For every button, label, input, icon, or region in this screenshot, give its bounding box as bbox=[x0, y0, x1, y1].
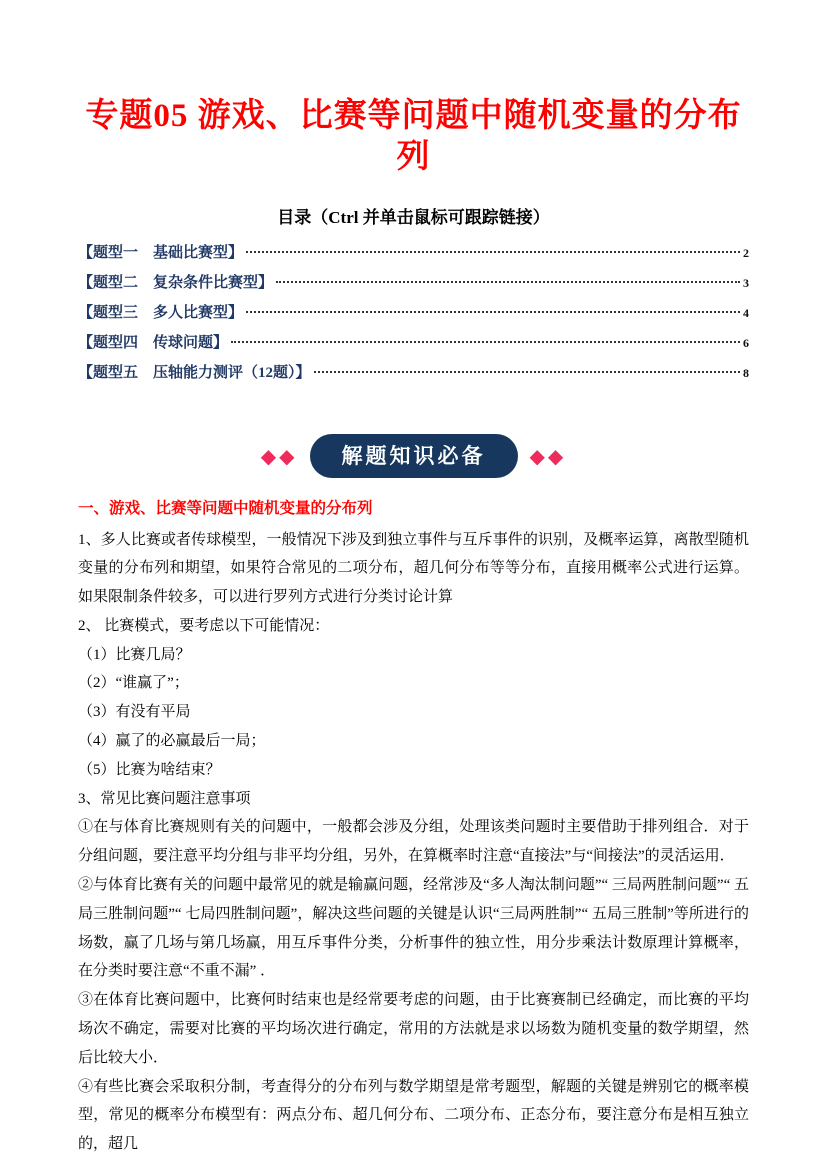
paragraph-1: 1、多人比赛或者传球模型，一般情况下涉及到独立事件与互斥事件的识别，及概率运算，离散型随机变量的分布列和期望，如果符合常见的二项分布，超几何分布等等分布，直接用概率公式进行运算。如果限制条件较多，可以进行罗列方式进行分类讨论计算 bbox=[78, 531, 749, 606]
paragraph-6: （4）赢了的必赢最后一局； bbox=[78, 733, 266, 750]
paragraph-12: ④有些比赛会采取积分制，考查得分的分布列与数学期望是常考题型，解题的关键是辨别它的概率模型，常见的概率分布模型有：两点分布、超几何分布、二项分布、正态分布，要注意分布是相互独立的，超几 bbox=[78, 1078, 749, 1153]
paragraph-11: ③在体育比赛问题中，比赛何时结束也是经常要考虑的问题，由于比赛赛制已经确定，而比赛的平均场次不确定，需要对比赛的平均场次进行确定，常用的方法就是求以场数为随机变量的数学期望，然后比较大小． bbox=[78, 992, 749, 1066]
paragraph-3: （1）比赛几局？ bbox=[78, 646, 191, 663]
toc-heading: 目录（Ctrl 并单击鼠标可跟踪链接） bbox=[277, 207, 550, 227]
toc-item-1[interactable] bbox=[78, 238, 749, 268]
section-banner bbox=[78, 434, 749, 478]
table-of-contents bbox=[78, 238, 749, 388]
paragraph-8: 3、常见比赛问题注意事项 bbox=[78, 790, 251, 807]
toc-page-number[interactable]: 4 bbox=[743, 305, 749, 320]
toc-item-5[interactable] bbox=[78, 358, 749, 388]
paragraph-7: （5）比赛为啥结束？ bbox=[78, 761, 221, 778]
section-heading: 一、游戏、比赛等问题中随机变量的分布列 bbox=[78, 499, 373, 517]
toc-leader-dots bbox=[314, 371, 740, 373]
toc-item-2[interactable] bbox=[78, 268, 749, 298]
paragraph-4: （2）“谁赢了”； bbox=[78, 675, 189, 692]
toc-item-4[interactable] bbox=[78, 328, 749, 358]
toc-page-number[interactable]: 2 bbox=[743, 245, 749, 260]
toc-item-label[interactable]: 【题型四 传球问题】 bbox=[78, 334, 229, 351]
paragraph-9: ①在与体育比赛规则有关的问题中，一般都会涉及分组，处理该类问题时主要借助于排列组合．对于分组问题，要注意平均分组与非平均分组，另外，在算概率时注意“直接法”与“间接法”的灵活运用． bbox=[78, 819, 749, 865]
paragraph-2: 2、 比赛模式，要考虑以下可能情况： bbox=[78, 617, 330, 634]
toc-item-label[interactable]: 【题型二 复杂条件比赛型】 bbox=[78, 274, 274, 291]
banner-title: 解题知识必备 bbox=[310, 434, 518, 478]
diamond-right-icon: ◆◆ bbox=[529, 443, 567, 468]
toc-page-number[interactable]: 6 bbox=[743, 335, 749, 350]
toc-page-number[interactable]: 3 bbox=[743, 275, 749, 290]
toc-leader-dots bbox=[231, 341, 740, 343]
toc-leader-dots bbox=[246, 311, 740, 313]
toc-item-label[interactable]: 【题型三 多人比赛型】 bbox=[78, 304, 244, 321]
paragraph-5: （3）有没有平局 bbox=[78, 704, 191, 721]
toc-item-3[interactable] bbox=[78, 298, 749, 328]
paragraph-10: ②与体育比赛有关的问题中最常见的就是输赢问题，经常涉及“多人淘汰制问题”“ 三局两胜制问题”“ 五局三胜制问题”“ 七局四胜制问题”，解决这些问题的关键是认识“三局两胜制”“ 五局三胜制”等所进行的场数，赢了几场与第几场赢，用互斥事件分类，分析事件的独立性，用分步乘法计数原理计算概率，在分类时要注意“不重不漏” ． bbox=[78, 877, 749, 980]
page-title: 专题05 游戏、比赛等问题中随机变量的分布列 bbox=[85, 98, 742, 176]
diamond-left-icon: ◆◆ bbox=[260, 443, 298, 468]
toc-page-number[interactable]: 8 bbox=[743, 365, 749, 380]
toc-leader-dots bbox=[246, 251, 740, 253]
toc-item-label[interactable]: 【题型一 基础比赛型】 bbox=[78, 244, 244, 261]
toc-item-label[interactable]: 【题型五 压轴能力测评（12题）】 bbox=[78, 364, 311, 381]
toc-leader-dots bbox=[276, 281, 740, 283]
